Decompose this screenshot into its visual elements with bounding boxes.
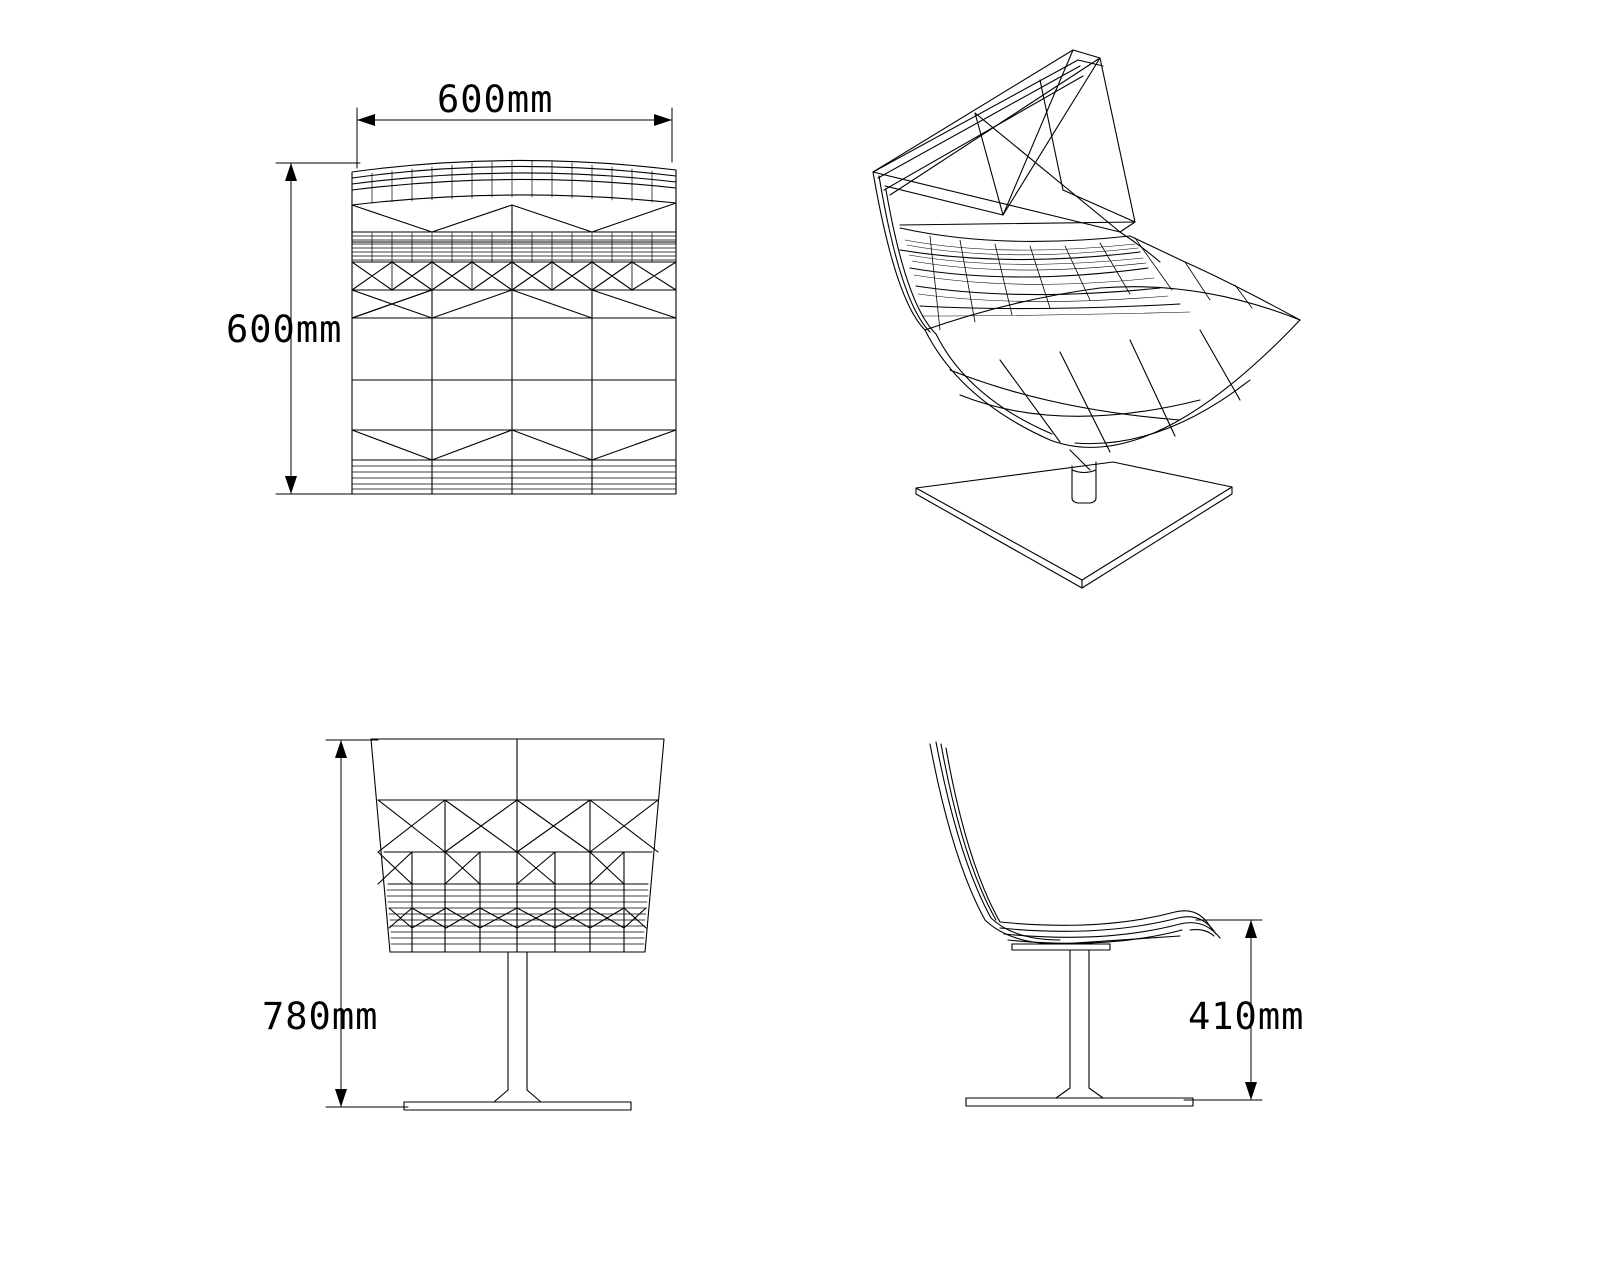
side-elevation-view — [930, 742, 1262, 1106]
dimension-label-back-height: 600mm — [226, 308, 343, 351]
perspective-view — [873, 50, 1300, 588]
dimension-label-top-width: 600mm — [437, 78, 554, 121]
rear-elevation-view — [326, 739, 664, 1110]
dimension-label-overall-height: 780mm — [262, 995, 379, 1038]
dimension-label-seat-height: 410mm — [1188, 995, 1305, 1038]
front-elevation-view — [276, 108, 676, 494]
